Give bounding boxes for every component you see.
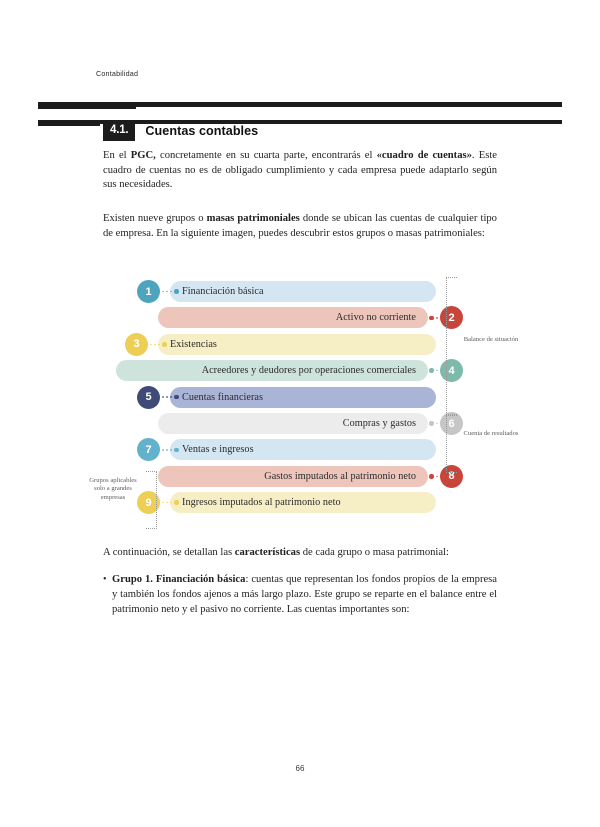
- paragraph-3: [103, 546, 497, 561]
- connector-dot: [174, 395, 179, 400]
- group-bar[interactable]: [116, 360, 428, 381]
- connector-dash: [158, 344, 160, 346]
- group-number-badge[interactable]: 2: [440, 306, 463, 329]
- group-connector: [162, 502, 179, 504]
- group-number-badge[interactable]: 1: [137, 280, 160, 303]
- group-label: Ingresos imputados al patrimonio neto: [182, 497, 341, 509]
- connector-dot: [429, 474, 434, 479]
- group-bar[interactable]: [158, 466, 428, 487]
- group-label: Activo no corriente: [335, 312, 416, 324]
- p1-seg-d: «cuadro de cuentas»: [376, 150, 472, 161]
- p3-seg-c: de cada grupo o masa patrimonial:: [300, 547, 449, 558]
- group-label: Compras y gastos: [342, 418, 416, 429]
- section-title: Cuentas contables: [145, 124, 259, 139]
- group-label: Acreedores y deudores por operaciones comerciales: [201, 365, 416, 377]
- connector-dash: [166, 449, 168, 451]
- group-number-badge[interactable]: 7: [137, 438, 160, 461]
- group-number-badge[interactable]: 8: [440, 465, 463, 488]
- header-rule: [38, 102, 562, 107]
- bracket-resultados-label: Cuenta de resultados: [463, 430, 519, 437]
- connector-dash: [170, 502, 172, 504]
- p2-seg-b: masas patrimoniales: [206, 213, 300, 224]
- connector-dot: [162, 342, 167, 347]
- bullet-rest: : cuentas que representan los fondos propios de la empresa y también los fondos ajenos a más largo plazo. Este grupo se reparte en el balance entre el patrimonio neto y el pasivo no corriente. Las cuentas importantes son:: [112, 574, 497, 615]
- group-bar[interactable]: [158, 334, 436, 355]
- section-heading: [103, 122, 258, 141]
- connector-dash: [170, 291, 172, 293]
- group-bar[interactable]: [170, 492, 436, 513]
- connector-dash: [154, 344, 156, 346]
- connector-dash: [150, 344, 152, 346]
- group-label: Cuentas financieras: [182, 391, 264, 403]
- paragraph-2: [103, 212, 497, 241]
- group-label: Ventas e ingresos: [182, 444, 254, 456]
- group-bar[interactable]: [158, 413, 428, 434]
- connector-dash: [170, 449, 172, 451]
- connector-dash: [436, 370, 438, 372]
- paragraph-1-container: [103, 149, 497, 193]
- connector-dash: [436, 317, 438, 319]
- group-bar[interactable]: [170, 439, 436, 460]
- p1-seg-e: . Este cuadro de cuentas no es de obligado cumplimiento y cada empresa puede adaptarlo según sus necesidades.: [103, 150, 497, 191]
- group-bar[interactable]: [170, 281, 436, 302]
- group-number-badge[interactable]: 9: [137, 491, 160, 514]
- page-number: 66: [295, 764, 305, 773]
- connector-dash: [170, 396, 172, 398]
- group-number-badge[interactable]: 6: [440, 412, 463, 435]
- bullet-marker: •: [103, 574, 107, 585]
- bracket-grandes-empresas: [146, 471, 157, 529]
- connector-dash: [436, 476, 438, 478]
- group-number-badge[interactable]: 5: [137, 386, 160, 409]
- group-number-badge[interactable]: 4: [440, 359, 463, 382]
- connector-dot: [429, 368, 434, 373]
- connector-dot: [174, 448, 179, 453]
- group-connector: [162, 449, 179, 451]
- group-number-badge[interactable]: 3: [125, 333, 148, 356]
- bullet-item: [103, 573, 497, 617]
- bracket-balance-label: Balance de situación: [463, 336, 519, 343]
- section-number: 4.1.: [103, 122, 135, 141]
- connector-dash: [162, 291, 164, 293]
- p1-seg-a: En el: [103, 150, 131, 161]
- groups-diagram: [88, 281, 519, 531]
- bullet-lead: Grupo 1. Financiación básica: [112, 574, 246, 585]
- group-connector: [162, 291, 179, 293]
- group-label: Gastos imputados al patrimonio neto: [264, 470, 416, 482]
- connector-dash: [436, 423, 438, 425]
- p3-seg-b: características: [234, 547, 301, 558]
- bullet-text: [103, 573, 497, 617]
- connector-dash: [162, 449, 164, 451]
- p3-seg-a: A continuación, se detallan las: [103, 547, 235, 558]
- p1-seg-b: PGC,: [130, 150, 156, 161]
- connector-dot: [429, 421, 434, 426]
- bracket-balance: [446, 277, 457, 415]
- running-head: Contabilidad: [96, 69, 139, 78]
- connector-dash: [166, 291, 168, 293]
- group-label: Financiación básica: [182, 286, 264, 297]
- connector-dash: [166, 396, 168, 398]
- group-label: Existencias: [170, 338, 217, 350]
- paragraph-1: [103, 149, 497, 193]
- group-connector: [150, 343, 167, 345]
- connector-dash: [166, 502, 168, 504]
- p2-seg-c: donde se ubican las cuentas de cualquier tipo de empresa. En la siguiente imagen, puedes descubrir estos grupos o masas patrimoniales:: [103, 213, 497, 239]
- connector-dot: [174, 289, 179, 294]
- connector-dot: [429, 316, 434, 321]
- group-connector: [162, 396, 179, 398]
- bracket-resultados: [446, 415, 457, 473]
- group-bar[interactable]: [170, 387, 436, 408]
- connector-dash: [162, 502, 164, 504]
- group-bar[interactable]: [158, 307, 428, 328]
- p2-seg-a: Existen nueve grupos o: [103, 213, 207, 224]
- paragraph-3-container: [103, 546, 497, 561]
- connector-dash: [162, 396, 164, 398]
- p1-seg-c: concretamente en su cuarta parte, encontrarás el: [155, 150, 377, 161]
- bracket-grandes-empresas-label: Grupos aplicables solo a grandes empresas: [89, 477, 137, 501]
- connector-dot: [174, 500, 179, 505]
- paragraph-2-container: [103, 212, 497, 241]
